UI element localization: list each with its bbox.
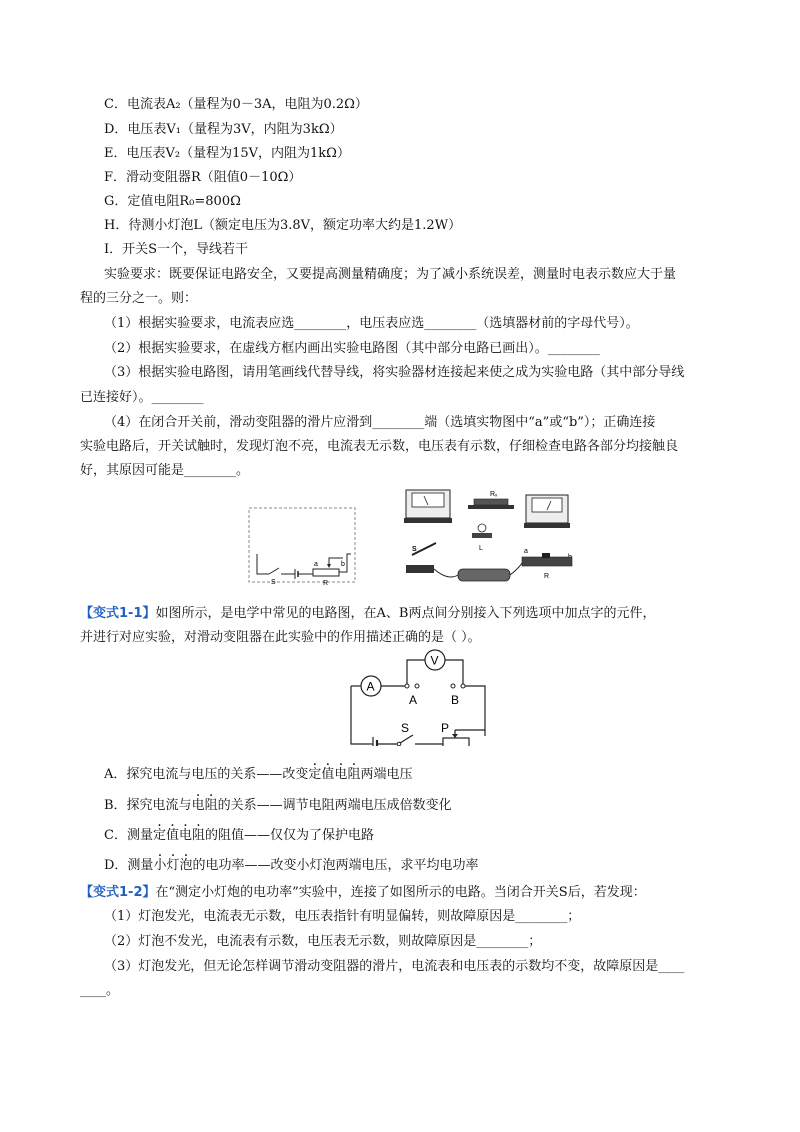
option-a-text-end: 两端电压 bbox=[360, 767, 413, 782]
question-1: （1）根据实验要求，电流表应选________，电压表应选________（选填器材前的字母代号）。 bbox=[104, 316, 639, 331]
apparatus-figure bbox=[402, 485, 582, 587]
variant-1-2-q1: （1）灯泡发光，电流表无示数，电压表指针有明显偏转，则故障原因是________； bbox=[104, 909, 581, 924]
option-b-dotted: 电阻 bbox=[191, 798, 218, 813]
option-c-dotted: 定值电阻 bbox=[152, 828, 206, 843]
meter-base bbox=[524, 523, 570, 528]
option-c bbox=[104, 827, 374, 845]
resistor-base bbox=[468, 505, 514, 509]
wire bbox=[407, 660, 425, 686]
question-4-line2: 实验电路后，开关试触时，发现灯泡不亮，电流表无示数，电压表有示数，仔细检查电路各部分均接触良 bbox=[80, 439, 679, 454]
option-b-text-end: 的关系——调节电阻两端电压成倍数变化 bbox=[217, 798, 452, 813]
option-d-text: D．测量 bbox=[104, 858, 154, 873]
lamp-bulb bbox=[478, 524, 486, 532]
label-s: S bbox=[271, 579, 276, 586]
question-3-line1: （3）根据实验电路图，请用笔画线代替导线，将实验器材连接起来使之成为实验电路（其中部分导线 bbox=[104, 365, 685, 380]
item-g: G．定值电阻R₀=800Ω bbox=[104, 194, 241, 209]
variant-1-1-text: 如图所示，是电学中常见的电路图，在A、B两点间分别接入下列选项中加点字的元件， bbox=[155, 606, 656, 621]
wire bbox=[445, 660, 463, 686]
switch-blade bbox=[400, 735, 413, 743]
terminal-b bbox=[451, 684, 455, 688]
label-l: L bbox=[479, 545, 483, 552]
point-b-label: B bbox=[451, 693, 460, 707]
variant-1-1-tag: 【变式1-1】 bbox=[80, 606, 156, 621]
terminal-a2 bbox=[415, 684, 419, 688]
rheostat-symbol bbox=[443, 738, 469, 746]
requirement-line1: 实验要求：既要保证电路安全，又要提高测量精确度；为了减小系统误差，测量时电表示数应大于量 bbox=[104, 267, 677, 282]
item-e: E．电压表V₂（量程为15V，内阻为1kΩ） bbox=[104, 146, 350, 161]
option-c-text-end: 的阻值——仅仅为了保护电路 bbox=[205, 828, 375, 843]
item-c: C．电流表A₂（量程为0－3A，电阻为0.2Ω） bbox=[104, 97, 368, 112]
wire bbox=[434, 569, 458, 577]
variant-1-2-text: 在“测定小灯炮的电功率”实验中，连接了如图所示的电路。当闭合开关S后，若发现： bbox=[155, 885, 646, 900]
label-rx: Rₓ bbox=[490, 491, 498, 498]
item-i: I．开关S一个，导线若干 bbox=[104, 242, 249, 257]
item-f: F．滑动变阻器R（阻值0－10Ω） bbox=[104, 170, 302, 185]
question-3-line2: 已连接好）。________ bbox=[80, 390, 204, 405]
option-a bbox=[104, 766, 412, 784]
question-4-line3: 好，其原因可能是________。 bbox=[80, 463, 250, 478]
rheostat-r bbox=[313, 569, 339, 576]
variant-1-2-line1 bbox=[80, 884, 646, 902]
label-s: S bbox=[412, 546, 417, 553]
question-2: （2）根据实验要求，在虚线方框内画出实验电路图（其中部分电路已画出）。________ bbox=[104, 341, 600, 356]
option-a-text: A．探究电流与电压的关系——改变 bbox=[104, 767, 309, 782]
item-d: D．电压表V₁（量程为3V，内阻为3kΩ） bbox=[104, 122, 343, 137]
rheostat-slider bbox=[542, 553, 550, 558]
label-a: a bbox=[314, 561, 318, 568]
variant-1-2-q3-end: ____。 bbox=[80, 983, 120, 998]
item-h: H．待测小灯泡L（额定电压为3.8V，额定功率大约是1.2W） bbox=[104, 218, 462, 233]
option-a-dotted: 定值电阻 bbox=[308, 767, 361, 782]
option-d-text-end: 的电功率——改变小灯泡两端电压，求平均电功率 bbox=[192, 858, 479, 873]
partial-circuit-figure bbox=[247, 506, 359, 586]
variant-1-1-line2: 并进行对应实验，对滑动变阻器在此实验中的作用描述正确的是（ ）。 bbox=[80, 630, 481, 645]
wire bbox=[351, 696, 369, 744]
ammeter-label: A bbox=[366, 679, 375, 694]
terminal-b2 bbox=[461, 684, 465, 688]
option-d bbox=[104, 857, 479, 875]
battery-device bbox=[458, 569, 510, 581]
switch-base bbox=[406, 565, 434, 573]
wire bbox=[257, 554, 269, 574]
voltmeter-label: V bbox=[430, 653, 439, 668]
meter-base bbox=[404, 518, 452, 523]
variant-1-2-q3: （3）灯泡发光，但无论怎样调节滑动变阻器的滑片，电流表和电压表的示数均不变，故障原因是____ bbox=[104, 959, 685, 974]
requirement-line2: 程的三分之一。则： bbox=[80, 291, 198, 306]
point-a-label: A bbox=[409, 693, 418, 707]
switch-label: S bbox=[401, 721, 410, 735]
resistor-rx bbox=[474, 499, 508, 505]
variant-1-1-line1 bbox=[80, 605, 655, 623]
option-b-text: B．探究电流与 bbox=[104, 798, 192, 813]
label-a-terminal: a bbox=[524, 548, 528, 555]
option-c-text: C．测量 bbox=[104, 828, 153, 843]
option-d-dotted: 小灯泡 bbox=[153, 858, 193, 873]
terminal-a bbox=[405, 684, 409, 688]
lamp-base bbox=[472, 533, 492, 538]
wire bbox=[465, 686, 485, 736]
slider-label: P bbox=[441, 721, 450, 735]
circuit-diagram-ab bbox=[345, 646, 495, 746]
option-b bbox=[104, 797, 452, 815]
question-4-line1: （4）在闭合开关前，滑动变阻器的滑片应滑到________端（选填实物图中“a”或“b”）；正确连接 bbox=[104, 415, 656, 430]
label-b: b bbox=[341, 561, 345, 568]
variant-1-2-tag: 【变式1-2】 bbox=[80, 885, 156, 900]
switch-s bbox=[269, 568, 279, 574]
label-r: R bbox=[544, 573, 550, 580]
label-r: R bbox=[323, 580, 329, 586]
slider-arrow bbox=[327, 564, 331, 568]
variant-1-2-q2: （2）灯泡不发光，电流表有示数，电压表无示数，则故障原因是________； bbox=[104, 934, 542, 949]
wire bbox=[510, 563, 522, 575]
rheostat-device bbox=[522, 557, 572, 566]
